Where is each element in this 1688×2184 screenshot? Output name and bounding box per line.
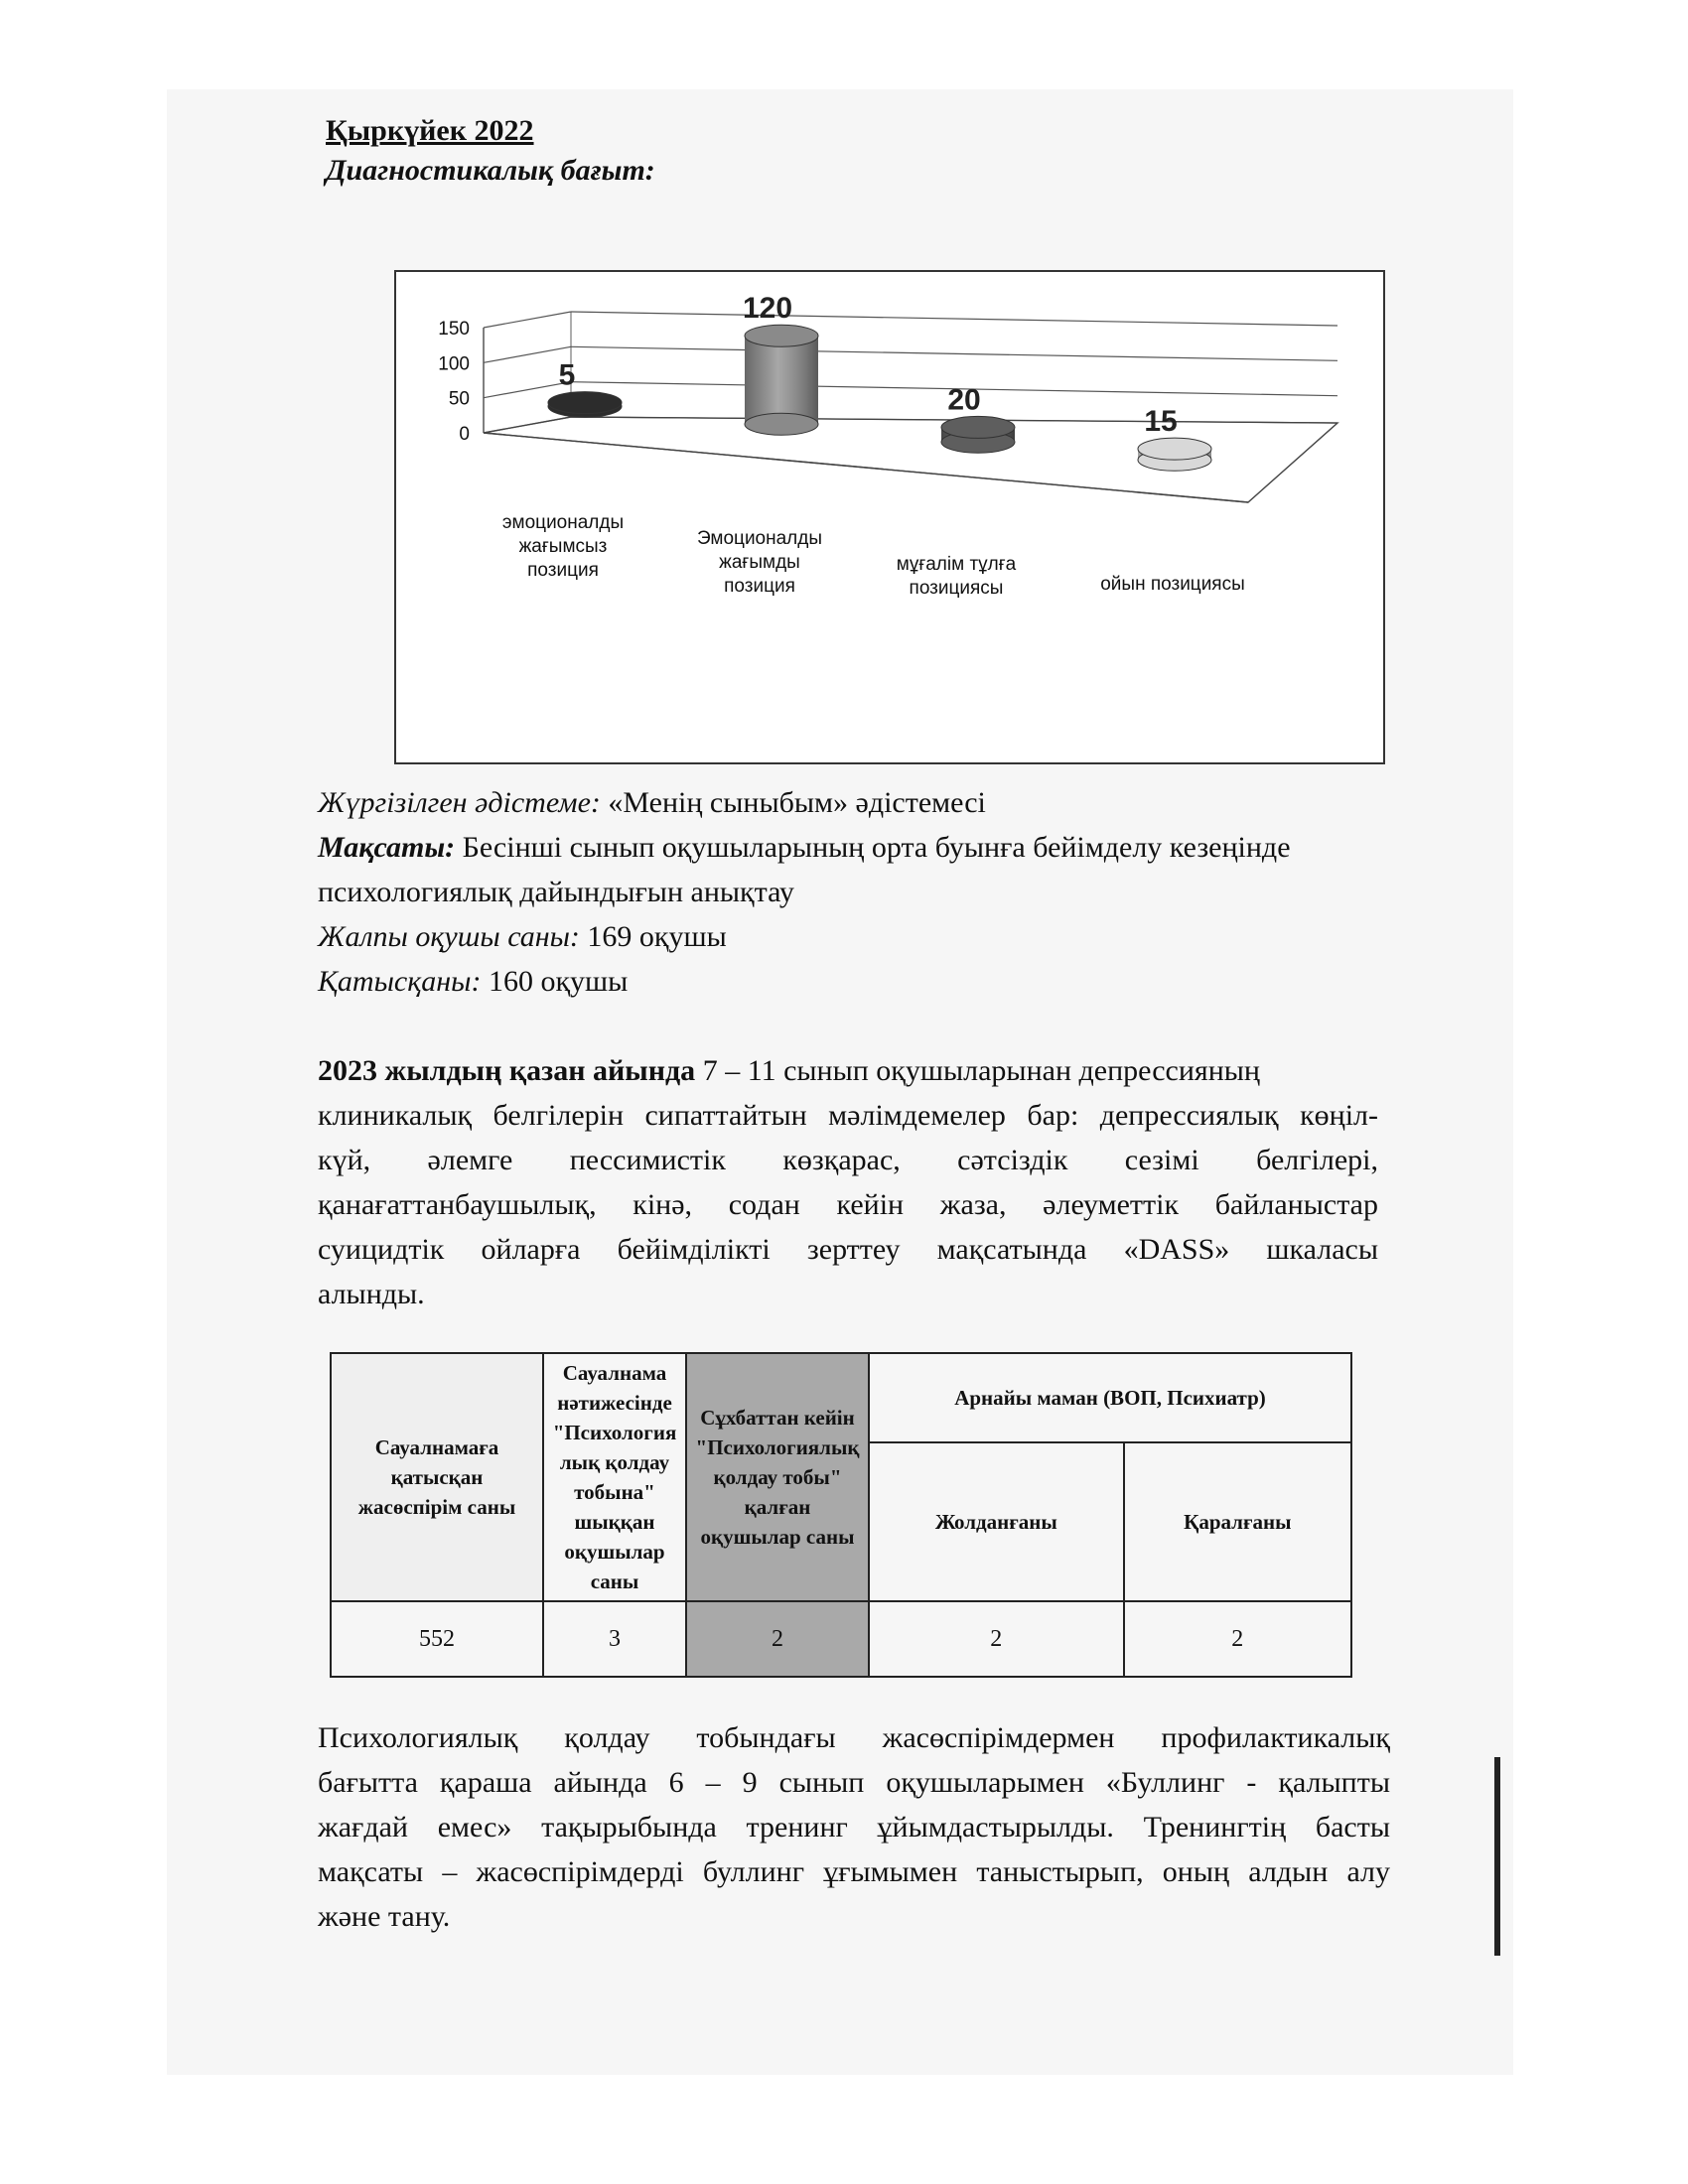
paragraph-line: күй, әлемге пессимистік көзқарас, сәтсіздік сезімі белгілері, — [318, 1144, 1378, 1176]
y-tick-label: 50 — [448, 388, 470, 410]
data-label: 15 — [1144, 405, 1178, 439]
paragraph-line: мақсаты – жасөспірімдерді буллинг ұғымымен таныстырып, оның алдын алу — [318, 1855, 1390, 1888]
category-label: жағымды — [719, 552, 800, 573]
paragraph-line: қанағаттанбаушылық, кінә, содан кейін жаза, әлеуметтік байланыстар — [318, 1188, 1378, 1221]
participated-line — [318, 959, 1390, 1004]
goal-value-2: психологиялық дайындығын анықтау — [318, 876, 794, 908]
page-header — [326, 111, 655, 191]
cell-participants: 552 — [331, 1601, 543, 1677]
bar-top — [941, 416, 1015, 438]
goal-line-2 — [318, 870, 1390, 914]
bar-top — [1138, 438, 1211, 460]
paragraph-lead: 2023 жылдың қазан айында — [318, 1054, 696, 1087]
bar-shading — [745, 336, 818, 424]
paragraph-line: бағытта қараша айында 6 – 9 сынып оқушыларымен «Буллинг - қалыпты — [318, 1766, 1390, 1799]
paragraph-line: 7 – 11 сынып оқушыларынан депрессияның — [695, 1054, 1260, 1087]
paragraph-line: және тану. — [318, 1900, 451, 1933]
method-line — [318, 780, 1390, 825]
total-value: 169 оқушы — [587, 920, 727, 953]
paragraph-line: суицидтік ойларға бейімділікті зерттеу мақсатында «DASS» шкаласы — [318, 1233, 1378, 1266]
category-label: жағымсыз — [518, 536, 608, 557]
goal-value: Бесінші сынып оқушыларының орта буынға бейімделу кезеңінде — [462, 831, 1291, 864]
header-examined: Қаралғаны — [1124, 1442, 1351, 1601]
header-referred: Жолданғаны — [869, 1442, 1124, 1601]
results-table — [330, 1352, 1352, 1678]
participated-value: 160 оқушы — [488, 965, 629, 998]
paragraph-line: клиникалық белгілерін сипаттайтын мәлімдемелер бар: депрессиялық көңіл- — [318, 1099, 1378, 1132]
category-label: ойын позициясы — [1100, 574, 1245, 595]
goal-line — [318, 825, 1390, 870]
y-tick-label: 0 — [459, 424, 470, 445]
paragraph-line: Психологиялық қолдау тобындағы жасөспірімдермен профилактикалық — [318, 1721, 1390, 1754]
cell-after-interview: 2 — [686, 1601, 869, 1677]
gridline — [571, 312, 1337, 326]
category-label: позиция — [724, 576, 795, 597]
category-label: Эмоционалды — [696, 528, 823, 549]
paragraph-dass — [318, 1048, 1378, 1316]
data-label: 120 — [742, 292, 793, 326]
gridline — [571, 346, 1337, 360]
x-axis — [484, 433, 1248, 502]
paragraph-bullying — [318, 1715, 1390, 1939]
total-line — [318, 914, 1390, 959]
method-label: Жүргізілген әдістеме: — [318, 786, 601, 819]
paragraph-line: жағдай емес» тақырыбында тренинг ұйымдастырылды. Тренингтің басты — [318, 1811, 1390, 1843]
section-title: Диагностикалық бағыт: — [326, 154, 655, 187]
participated-label: Қатысқаны: — [318, 965, 482, 998]
header-support-group: Сауалнама нәтижесінде "Психология лық қолдау тобына" шыққан оқушылар саны — [543, 1353, 686, 1601]
header-participants: Сауалнамаға қатысқан жасөспірім саны — [331, 1353, 543, 1601]
scan-edge-mark — [1494, 1757, 1500, 1956]
header-after-interview: Сұхбаттан кейін "Психологиялық қолдау тобы" қалған оқушылар саны — [686, 1353, 869, 1601]
chart-canvas — [396, 272, 1383, 762]
data-label: 5 — [558, 358, 576, 392]
header-specialist: Арнайы маман (ВОП, Психиатр) — [869, 1353, 1351, 1442]
bar-top — [745, 325, 818, 346]
method-value: «Менің сыныбым» әдістемесі — [608, 786, 986, 819]
paragraph-line: алынды. — [318, 1278, 425, 1310]
category-label: позиция — [527, 560, 599, 581]
cell-examined: 2 — [1124, 1601, 1351, 1677]
bar-chart — [394, 270, 1385, 764]
bar-base — [745, 413, 818, 435]
goal-label: Мақсаты: — [318, 831, 456, 864]
bar-top — [548, 392, 622, 414]
data-label: 20 — [947, 383, 981, 417]
category-label: мұғалім тұлға — [896, 554, 1017, 575]
cell-referred: 2 — [869, 1601, 1124, 1677]
cell-support-group: 3 — [543, 1601, 686, 1677]
gridline-side — [484, 312, 571, 328]
category-label: позициясы — [909, 578, 1004, 599]
category-label: эмоционалды — [501, 512, 625, 533]
y-tick-label: 100 — [438, 353, 470, 375]
month-title: Қыркүйек 2022 — [326, 114, 534, 147]
y-tick-label: 150 — [438, 319, 470, 340]
total-label: Жалпы оқушы саны: — [318, 920, 580, 953]
